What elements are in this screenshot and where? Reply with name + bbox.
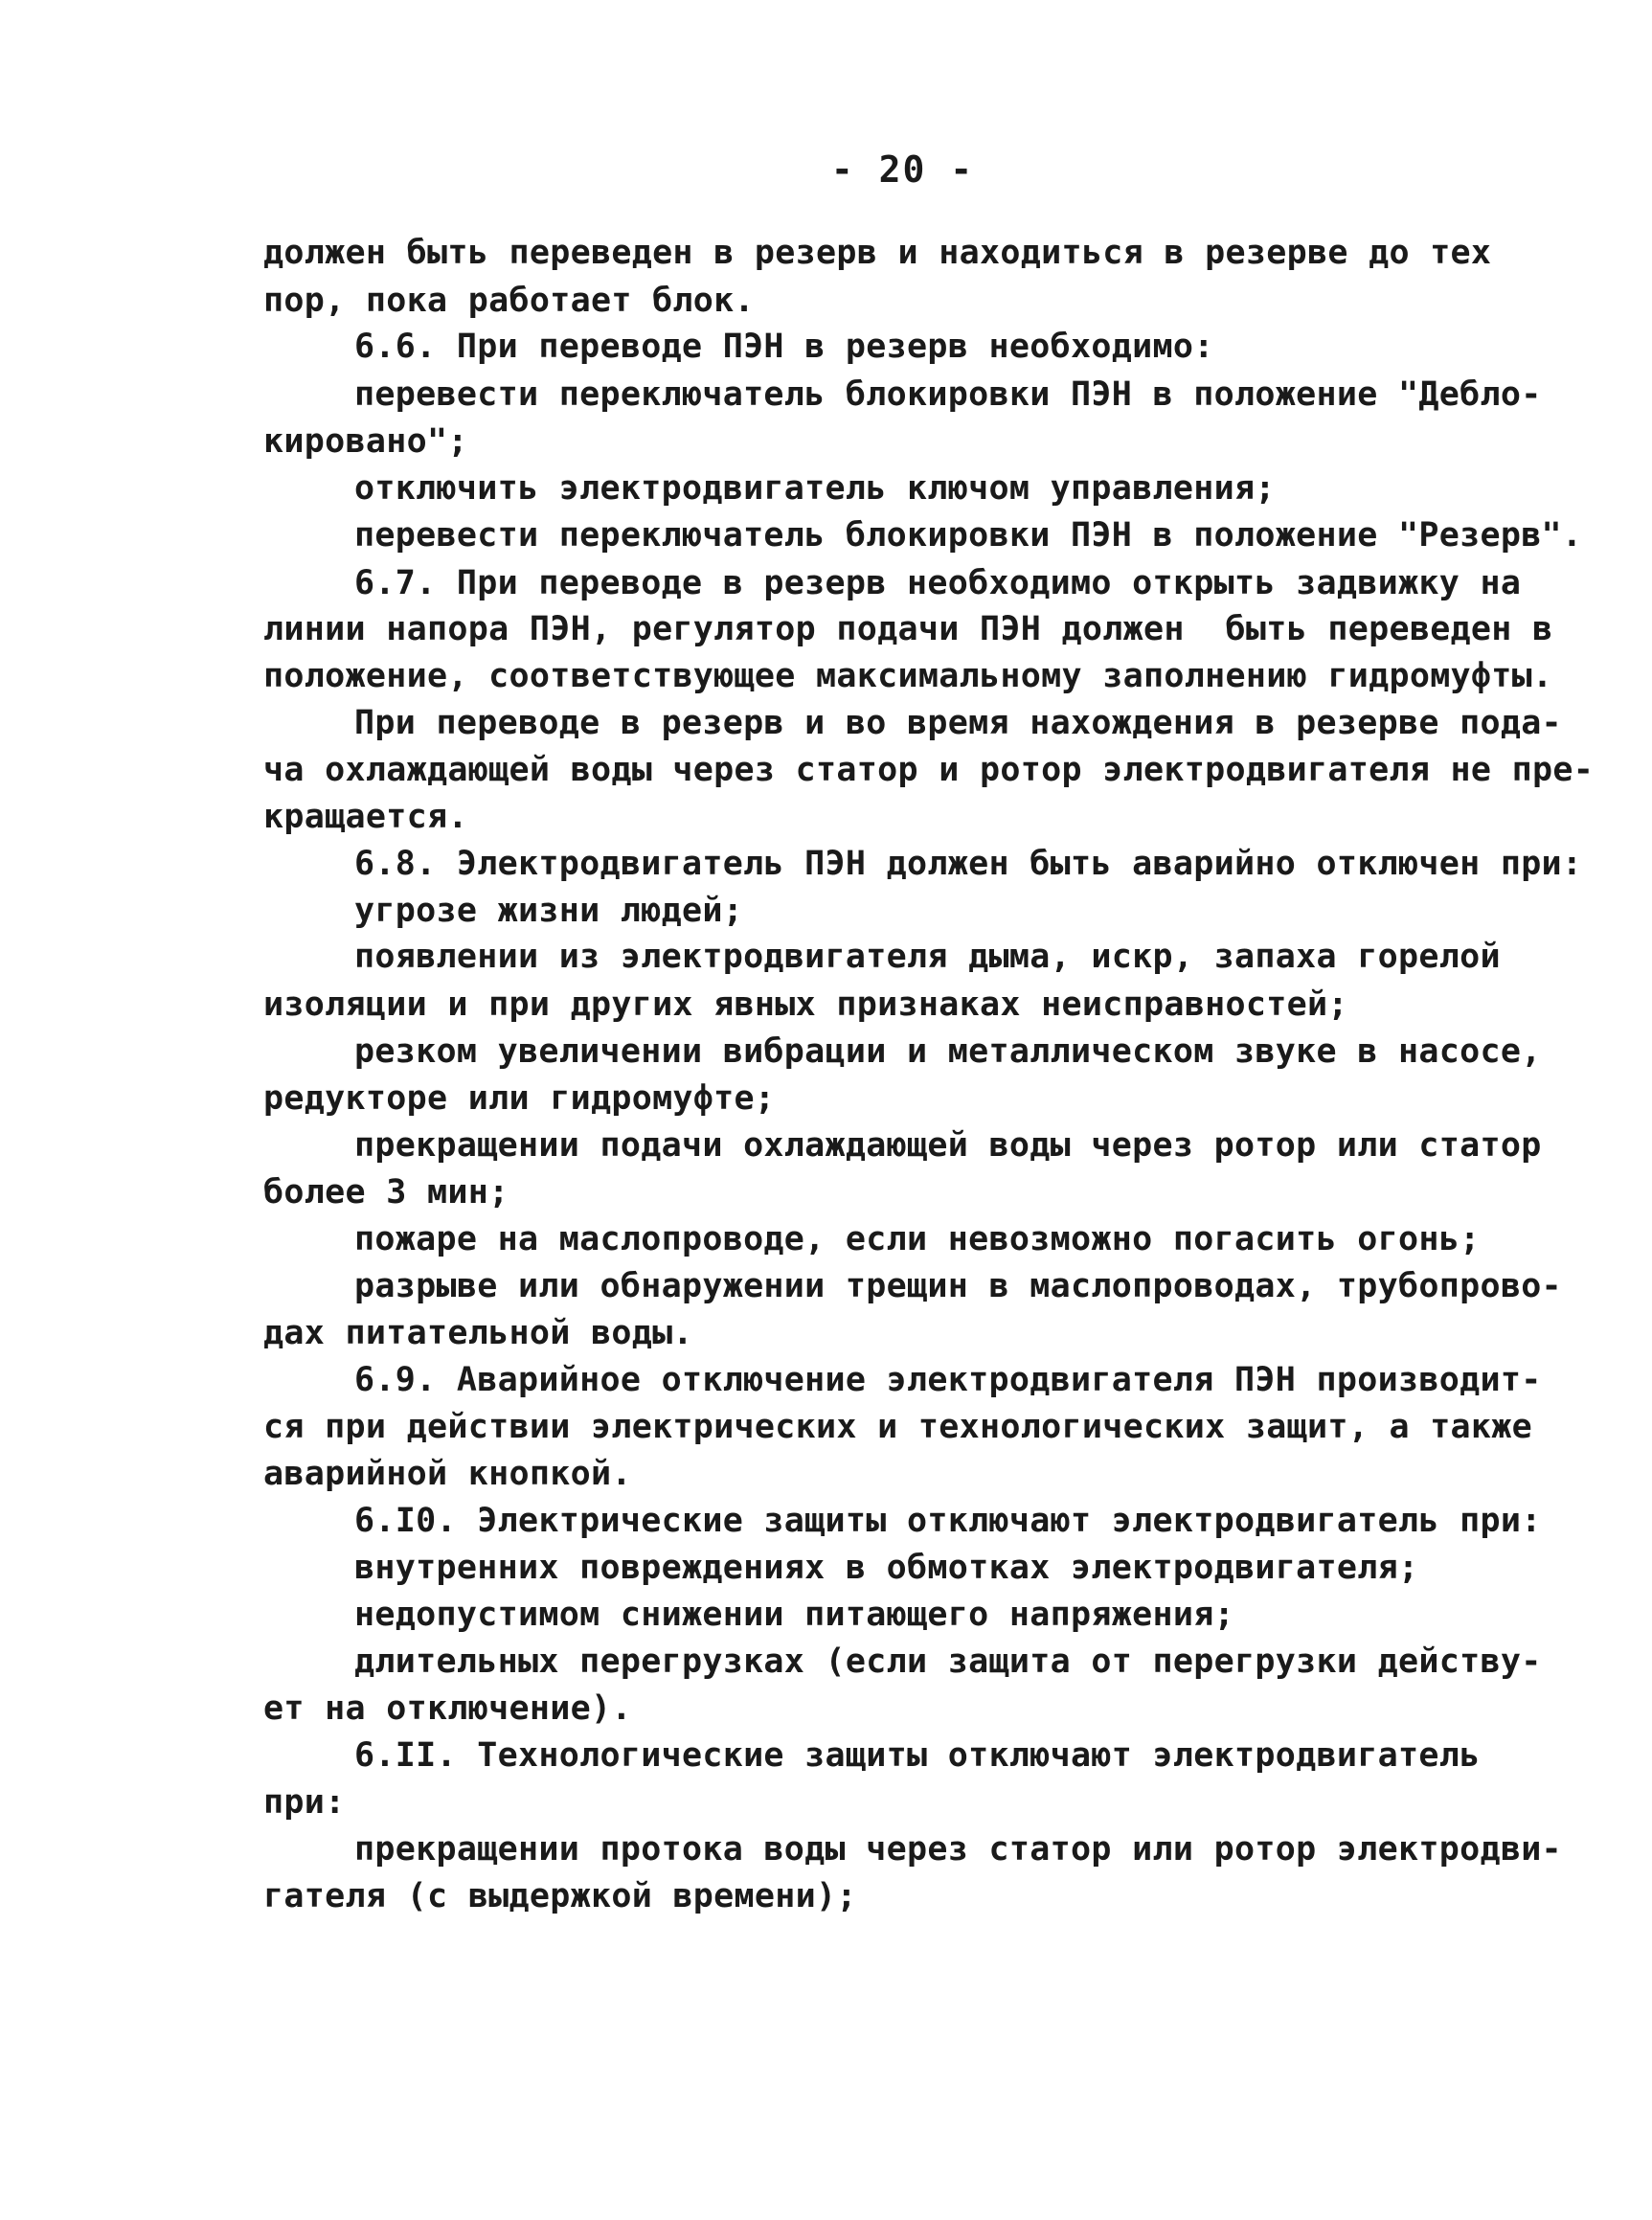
text-line: разрыве или обнаружении трещин в маслопроводах, трубопрово- — [354, 1267, 1562, 1305]
text-line: 6.9. Аварийное отключение электродвигателя ПЭН производит- — [354, 1361, 1542, 1399]
text-line: кращается. — [263, 798, 468, 836]
text-line: резком увеличении вибрации и металлическом звуке в насосе, — [354, 1032, 1542, 1071]
text-line: 6.8. Электродвигатель ПЭН должен быть аварийно отключен при: — [354, 845, 1583, 883]
text-line: при: — [263, 1783, 346, 1822]
text-line: отключить электродвигатель ключом управления; — [354, 469, 1276, 508]
text-line: ет на отключение). — [263, 1689, 632, 1728]
text-line: аварийной кнопкой. — [263, 1455, 632, 1493]
text-line: 6.II. Технологические защиты отключают электродвигатель — [354, 1736, 1481, 1775]
text-line: редукторе или гидромуфте; — [263, 1079, 776, 1118]
page-number: - 20 - — [830, 148, 975, 191]
text-line: угрозе жизни людей; — [354, 892, 744, 930]
text-line: перевести переключатель блокировки ПЭН в положение "Резерв". — [354, 516, 1583, 555]
text-line: прекращении подачи охлаждающей воды через ротор или статор — [354, 1126, 1542, 1165]
text-line: появлении из электродвигателя дыма, искр, запаха горелой — [354, 938, 1501, 976]
text-line: изоляции и при других явных признаках неисправностей; — [263, 985, 1348, 1024]
text-line: положение, соответствующее максимальному заполнению гидромуфты. — [263, 657, 1553, 695]
text-line: ся при действии электрических и технологических защит, а также — [263, 1408, 1533, 1446]
text-line: кировано"; — [263, 422, 468, 461]
text-line: гателя (с выдержкой времени); — [263, 1877, 857, 1915]
text-line: должен быть переведен в резерв и находиться в резерве до тех — [263, 234, 1492, 272]
text-line: перевести переключатель блокировки ПЭН в положение "Дебло- — [354, 375, 1542, 414]
text-line: пожаре на маслопроводе, если невозможно погасить огонь; — [354, 1220, 1481, 1258]
text-line: пор, пока работает блок. — [263, 282, 755, 320]
text-line: ча охлаждающей воды через статор и ротор электродвигателя не пре- — [263, 751, 1595, 789]
text-line: дах питательной воды. — [263, 1314, 693, 1352]
text-line: 6.I0. Электрические защиты отключают электродвигатель при: — [354, 1502, 1542, 1540]
text-line: 6.7. При переводе в резерв необходимо открыть задвижку на — [354, 564, 1522, 602]
text-line: При переводе в резерв и во время нахождения в резерве пода- — [354, 704, 1562, 742]
text-line: недопустимом снижении питающего напряжения; — [354, 1596, 1234, 1634]
text-line: линии напора ПЭН, регулятор подачи ПЭН должен быть переведен в — [263, 610, 1553, 648]
text-line: прекращении протока воды через статор или ротор электродви- — [354, 1830, 1562, 1869]
text-line: более 3 мин; — [263, 1173, 509, 1212]
text-line: внутренних повреждениях в обмотках электродвигателя; — [354, 1549, 1419, 1587]
text-line: длительных перегрузках (если защита от перегрузки действу- — [354, 1642, 1542, 1681]
text-line: 6.6. При переводе ПЭН в резерв необходимо: — [354, 328, 1214, 366]
